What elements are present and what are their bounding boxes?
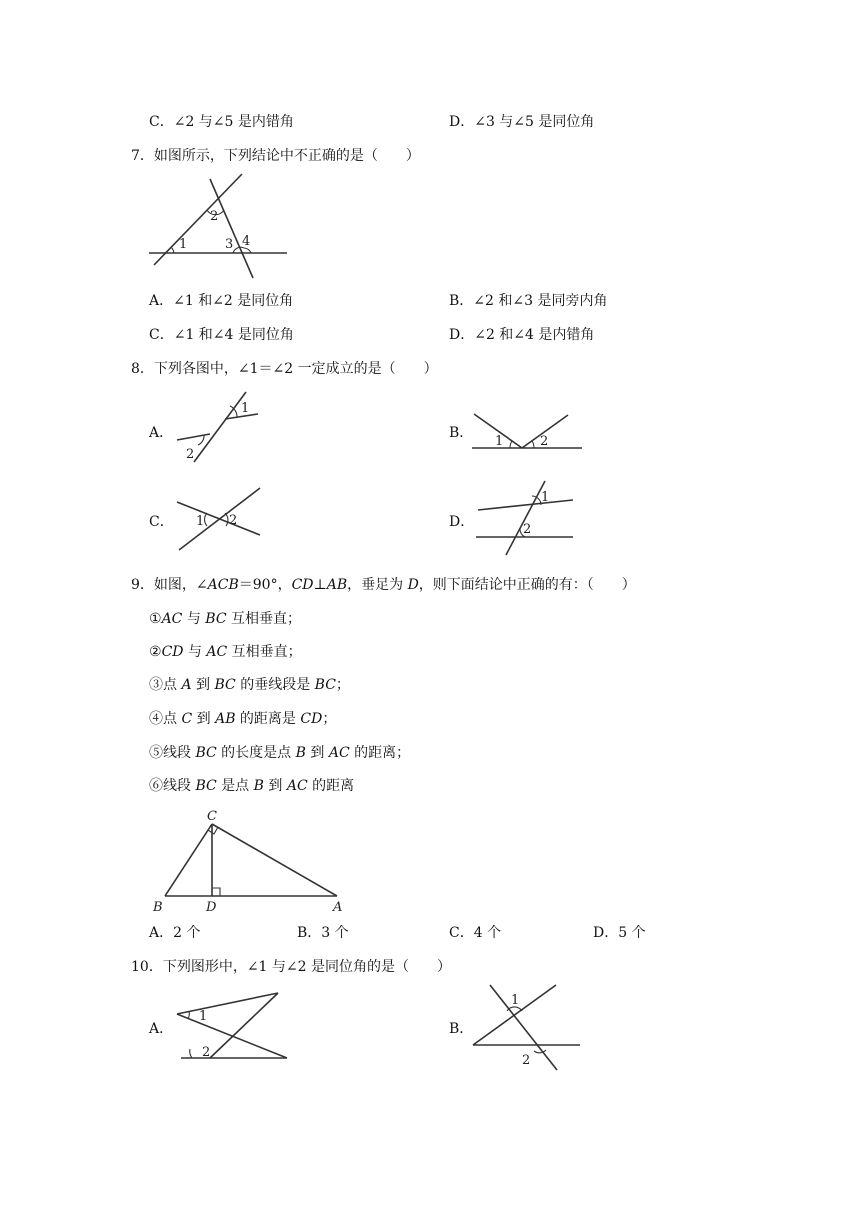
q9-statement-4: ④点 C 到 AB 的距离是 CD；	[149, 711, 337, 727]
q9-statement-2: ②CD 与 AC 互相垂直；	[149, 644, 302, 660]
q7-label-2: 2	[210, 209, 219, 224]
q6-option-d: D．∠3 与∠5 是同位角	[449, 114, 595, 130]
q7-label-4: 4	[242, 234, 251, 249]
q8-figure-b	[470, 408, 585, 453]
q9-option-b: B．3 个	[297, 925, 349, 941]
q8-figure-c	[170, 485, 265, 555]
q8a-label-1: 1	[241, 401, 250, 416]
q10b-label-2: 2	[522, 1053, 531, 1068]
q9-statement-6: ⑥线段 BC 是点 B 到 AC 的距离	[149, 778, 355, 794]
q10b-label-1: 1	[511, 993, 520, 1008]
q7-right-transversal	[210, 179, 253, 278]
q8-label-d: D．	[449, 514, 475, 530]
q9-side-ca	[212, 824, 337, 896]
q7-label-1: 1	[179, 237, 188, 252]
q7-stem: 7．如图所示，下列结论中不正确的是（ ）	[131, 148, 420, 164]
q10a-label-1: 1	[199, 1009, 208, 1024]
q9-option-d: D．5 个	[593, 925, 646, 941]
q9-option-c: C．4 个	[449, 925, 502, 941]
q9-triangle-figure	[145, 805, 355, 915]
q8-figure-d	[470, 480, 580, 560]
q9-point-d: D	[206, 900, 217, 915]
q8c-label-1: 1	[196, 514, 205, 529]
q6-option-c: C．∠2 与∠5 是内错角	[149, 114, 294, 130]
q8b-label-2: 2	[540, 434, 549, 449]
q7-option-d: D．∠2 和∠4 是内错角	[449, 327, 595, 343]
q9-statement-3: ③点 A 到 BC 的垂线段是 BC；	[149, 677, 350, 693]
q7-label-3: 3	[225, 237, 234, 252]
q9-side-bc	[165, 824, 212, 896]
q10-label-a: A．	[149, 1021, 174, 1037]
q7-option-c: C．∠1 和∠4 是同位角	[149, 327, 294, 343]
q7-angle-1-arc	[171, 247, 174, 253]
q10-stem: 10．下列图形中，∠1 与∠2 是同位角的是（ ）	[131, 959, 451, 975]
q9-right-angle-d	[212, 888, 220, 896]
q9-vertex-b: B	[153, 900, 163, 915]
q8c-label-2: 2	[229, 513, 238, 528]
q8-figure-a	[170, 392, 265, 467]
q8-stem: 8．下列各图中，∠1＝∠2 一定成立的是（ ）	[131, 361, 438, 377]
q9-option-a: A．2 个	[149, 925, 201, 941]
q9-statement-5: ⑤线段 BC 的长度是点 B 到 AC 的距离；	[149, 745, 411, 761]
q8-label-a: A．	[149, 425, 174, 441]
q8-label-c: C．	[149, 514, 174, 530]
q7-figure	[140, 170, 300, 285]
q9-vertex-c: C	[207, 809, 217, 824]
q10-figure-a	[170, 987, 295, 1065]
q9-vertex-a: A	[333, 900, 343, 915]
q8a-label-2: 2	[186, 447, 195, 462]
q8-label-b: B．	[449, 425, 474, 441]
q8b-label-1: 1	[495, 434, 504, 449]
q8d-label-2: 2	[523, 522, 532, 537]
q8d-label-1: 1	[541, 490, 550, 505]
q9-stem: 9．如图，∠ACB＝90°，CD⊥AB，垂足为 D，则下面结论中正确的有：（ ）	[131, 577, 636, 593]
q9-statement-1: ①AC 与 BC 互相垂直；	[149, 611, 302, 627]
q10-label-b: B．	[449, 1021, 474, 1037]
q10-figure-b	[470, 980, 585, 1075]
q7-option-b: B．∠2 和∠3 是同旁内角	[449, 293, 608, 309]
q10a-label-2: 2	[202, 1045, 211, 1060]
q7-option-a: A．∠1 和∠2 是同位角	[149, 293, 294, 309]
